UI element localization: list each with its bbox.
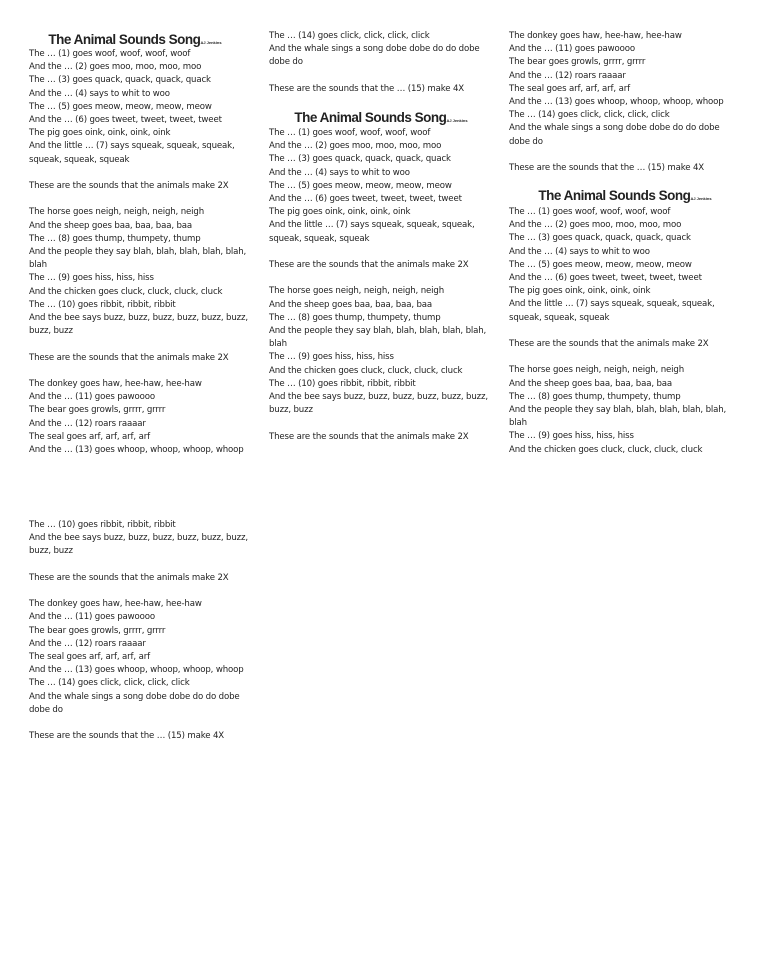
lyric-line: The bear goes growls, grrrr, grrrr — [29, 405, 166, 416]
lyric-line: The … (8) goes thump, thumpety, thump — [29, 233, 201, 244]
lyric-line: And the … (6) goes tweet, tweet, tweet, tweet — [509, 273, 702, 283]
lyric-line: The donkey goes haw, hee-haw, hee-haw — [509, 31, 682, 41]
lyric-line: The … (1) goes woof, woof, woof, woof — [29, 49, 191, 59]
lyric-line: And the people they say blah, blah, blah, blah, blah, — [509, 405, 727, 415]
lyric-line: The … (10) goes ribbit, ribbit, ribbit — [269, 378, 416, 389]
lyric-line: The … (9) goes hiss, hiss, hiss — [29, 273, 154, 284]
lyric-line: These are the sounds that the … (15) make 4X — [29, 731, 225, 742]
lyric-line: And the little … (7) says squeak, squeak, squeak, — [509, 299, 715, 310]
lyric-line: The … (3) goes quack, quack, quack, quack — [29, 75, 211, 86]
lyric-line: And the sheep goes baa, baa, baa, baa — [29, 220, 193, 231]
lyric-line: And the … (2) goes moo, moo, moo, moo — [509, 220, 682, 231]
lyric-line: The … (9) goes hiss, hiss, hiss — [269, 352, 394, 363]
lyric-line: The … (5) goes meow, meow, meow, meow — [29, 101, 212, 112]
lyric-line: The pig goes oink, oink, oink, oink — [269, 207, 411, 218]
lyric-line: The seal goes arf, arf, arf, arf — [509, 83, 630, 94]
lyric-line: squeak, squeak, squeak — [509, 312, 610, 323]
lyric-line: These are the sounds that the animals make 2X — [29, 181, 229, 191]
lyric-line: The seal goes arf, arf, arf, arf — [29, 652, 150, 662]
lyric-line: And the sheep goes baa, baa, baa, baa — [269, 299, 433, 310]
lyric-line: And the … (4) says to whit to woo — [29, 88, 170, 99]
lyric-line: And the … (11) goes pawoooo — [29, 392, 155, 403]
lyric-line: These are the sounds that the animals make 2X — [29, 572, 229, 583]
lyric-line: And the little … (7) says squeak, squeak, squeak, — [269, 220, 475, 231]
lyric-line: And the sheep goes baa, baa, baa, baa — [509, 378, 673, 389]
lyric-line: squeak, squeak, squeak — [29, 154, 130, 165]
column-1 — [29, 0, 261, 978]
lyric-line: And the chicken goes cluck, cluck, cluck, cluck — [29, 286, 223, 297]
lyric-line: And the whale sings a song dobe dobe do do dobe — [269, 44, 480, 55]
lyric-line: blah — [29, 260, 47, 271]
lyric-line: And the … (12) roars raaaar — [509, 70, 626, 81]
lyric-line: The bear goes growls, grrrr, grrrr — [29, 625, 166, 636]
lyric-line: And the … (13) goes whoop, whoop, whoop, whoop — [29, 445, 244, 455]
song-title — [509, 188, 741, 207]
song-author: AJ Jenkins — [200, 40, 222, 45]
lyric-line: And the … (2) goes moo, moo, moo, moo — [29, 62, 202, 73]
lyric-line: And the whale sings a song dobe dobe do do dobe — [509, 123, 720, 134]
lyric-line: The horse goes neigh, neigh, neigh, neigh — [269, 286, 444, 297]
lyric-line: The … (8) goes thump, thumpety, thump — [269, 312, 441, 323]
lyric-line: The … (1) goes woof, woof, woof, woof — [509, 207, 671, 217]
lyric-line: The … (3) goes quack, quack, quack, quack — [269, 154, 451, 165]
lyric-line: The horse goes neigh, neigh, neigh, neigh — [509, 365, 684, 376]
lyric-line: And the … (13) goes whoop, whoop, whoop, whoop — [509, 97, 724, 107]
lyric-line: And the … (6) goes tweet, tweet, tweet, tweet — [269, 194, 462, 204]
lyric-line: These are the sounds that the … (15) make 4X — [509, 163, 705, 173]
column-2 — [269, 0, 501, 978]
lyric-line: The … (10) goes ribbit, ribbit, ribbit — [29, 299, 176, 310]
lyric-line: The bear goes growls, grrrr, grrrr — [509, 57, 646, 68]
lyric-line: buzz, buzz — [29, 546, 73, 557]
lyric-line: The … (5) goes meow, meow, meow, meow — [269, 180, 452, 191]
lyric-line: The … (9) goes hiss, hiss, hiss — [509, 431, 634, 442]
lyric-line: The pig goes oink, oink, oink, oink — [29, 128, 171, 139]
lyric-line: The … (14) goes click, click, click, click — [509, 110, 670, 121]
song-title-text: The Animal Sounds Song — [294, 110, 447, 125]
lyric-line: squeak, squeak, squeak — [269, 233, 370, 244]
lyric-line: And the … (4) says to whit to woo — [269, 167, 410, 178]
lyric-line: These are the sounds that the animals make 2X — [29, 352, 229, 363]
lyric-line: These are the sounds that the animals make 2X — [269, 260, 469, 270]
lyric-line: And the … (4) says to whit to woo — [509, 246, 650, 257]
lyric-line: dobe do — [29, 704, 63, 715]
song-title-text: The Animal Sounds Song — [48, 32, 201, 47]
lyric-line: These are the sounds that the … (15) make 4X — [269, 83, 465, 94]
lyric-line: The donkey goes haw, hee-haw, hee-haw — [29, 379, 202, 389]
lyric-line: The … (1) goes woof, woof, woof, woof — [269, 128, 431, 138]
lyric-line: buzz, buzz — [269, 405, 313, 416]
lyric-line: These are the sounds that the animals make 2X — [509, 339, 709, 349]
lyric-line: And the bee says buzz, buzz, buzz, buzz, buzz, buzz, — [29, 313, 248, 323]
lyric-line: dobe do — [269, 57, 303, 68]
lyric-line: blah — [509, 418, 527, 429]
lyric-line: The donkey goes haw, hee-haw, hee-haw — [29, 599, 202, 610]
lyric-line: dobe do — [509, 136, 543, 147]
lyric-line: And the people they say blah, blah, blah, blah, blah, — [29, 247, 247, 257]
lyric-line: buzz, buzz — [29, 326, 73, 337]
lyric-line: And the … (11) goes pawoooo — [509, 44, 635, 55]
lyric-line: The … (14) goes click, click, click, click — [29, 678, 190, 689]
lyric-line: The … (8) goes thump, thumpety, thump — [509, 391, 681, 402]
lyric-line: And the bee says buzz, buzz, buzz, buzz, buzz, buzz, — [269, 392, 488, 402]
lyric-line: And the chicken goes cluck, cluck, cluck, cluck — [509, 444, 703, 455]
lyric-line: The … (14) goes click, click, click, click — [269, 31, 430, 41]
lyric-line: blah — [269, 339, 287, 350]
song-title-text: The Animal Sounds Song — [538, 188, 691, 203]
lyric-line: The … (10) goes ribbit, ribbit, ribbit — [29, 520, 176, 530]
lyric-line: And the people they say blah, blah, blah, blah, blah, — [269, 326, 487, 336]
lyric-line: And the chicken goes cluck, cluck, cluck, cluck — [269, 365, 463, 376]
lyric-line: And the … (12) roars raaaar — [29, 638, 146, 649]
lyric-line: And the … (6) goes tweet, tweet, tweet, tweet — [29, 115, 222, 125]
song-author: AJ Jenkins — [690, 196, 712, 201]
lyric-line: And the … (12) roars raaaar — [29, 418, 146, 429]
lyric-line: The seal goes arf, arf, arf, arf — [29, 431, 150, 442]
lyric-line: And the … (2) goes moo, moo, moo, moo — [269, 141, 442, 152]
lyric-line: And the bee says buzz, buzz, buzz, buzz, buzz, buzz, — [29, 533, 248, 544]
lyric-line: The pig goes oink, oink, oink, oink — [509, 286, 651, 297]
lyric-line: And the … (11) goes pawoooo — [29, 612, 155, 623]
lyric-line: These are the sounds that the animals make 2X — [269, 431, 469, 442]
lyric-line: And the little … (7) says squeak, squeak, squeak, — [29, 141, 235, 152]
lyric-line: The horse goes neigh, neigh, neigh, neigh — [29, 207, 204, 218]
lyric-line: And the … (13) goes whoop, whoop, whoop, whoop — [29, 665, 244, 676]
column-3 — [509, 0, 741, 978]
lyric-line: The … (3) goes quack, quack, quack, quack — [509, 233, 691, 244]
song-author: AJ Jenkins — [446, 118, 468, 123]
lyric-line: The … (5) goes meow, meow, meow, meow — [509, 259, 692, 270]
lyric-line: And the whale sings a song dobe dobe do do dobe — [29, 691, 240, 702]
